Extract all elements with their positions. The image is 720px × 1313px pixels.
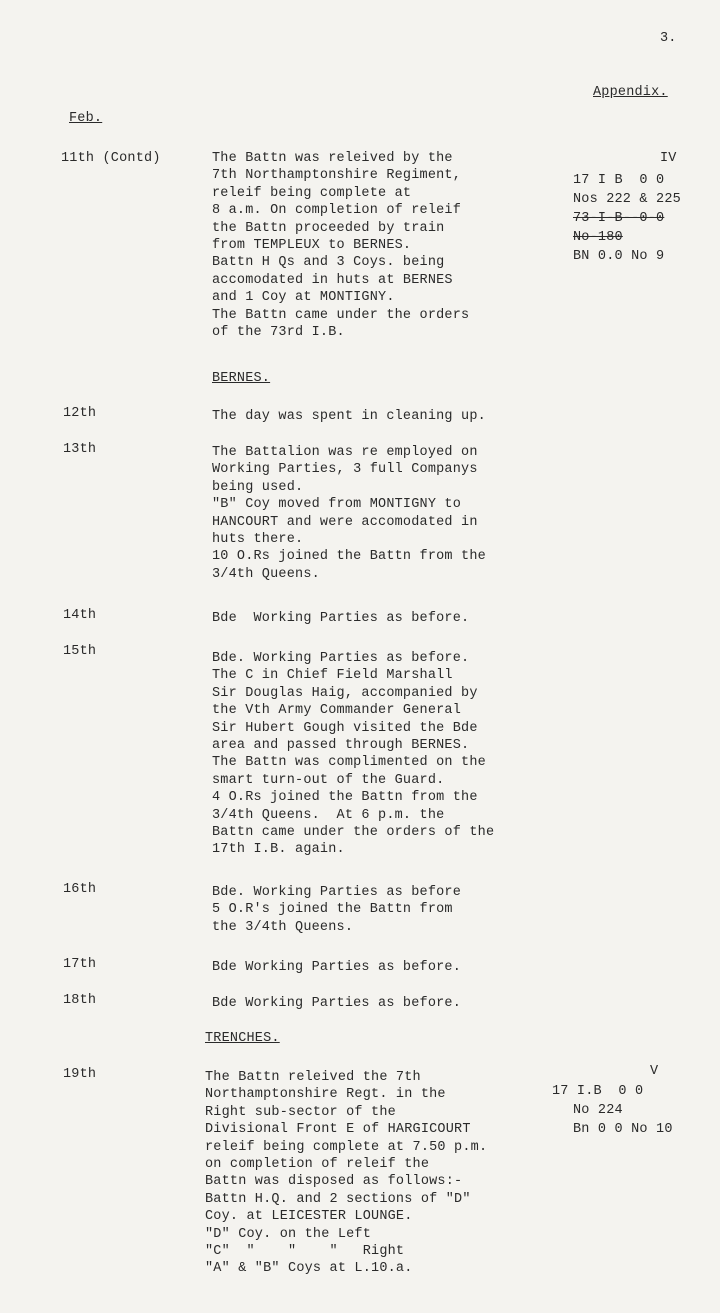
appendix-reference: No-180 [573,230,623,245]
entry-date: 16th [63,882,97,897]
entry-date: 15th [63,644,97,659]
appendix-reference: V [650,1064,659,1079]
entry-date: 17th [63,957,97,972]
entry-date: 19th [63,1067,97,1082]
entry-date: 18th [63,993,97,1008]
location-heading: TRENCHES. [205,1031,280,1046]
appendix-reference: No 224 [573,1103,623,1118]
page-number: 3. [660,31,677,46]
entry-text: Bde Working Parties as before. [212,611,470,626]
appendix-reference: BN 0.0 No 9 [573,249,665,264]
appendix-reference: 17 I B 0 0 [573,173,665,188]
entry-text: The Battn was releived by the 7th Northamptonshire Regiment, releif being complete at 8 a.m. On completion of releif the Battn proceeded by train from TEMPLEUX to BERNES. Battn H Qs and 3 Coys. being accomodated in huts at BERNES and 1 Coy at MONTIGNY. The Battn came under the orders of the 73rd I.B. [212,151,470,341]
appendix-reference: Nos 222 & 225 [573,192,681,207]
entry-date: 11th (Contd) [61,151,161,166]
appendix-reference: IV [660,151,677,166]
entry-text: Bde. Working Parties as before 5 O.R's joined the Battn from the 3/4th Queens. [212,885,462,935]
entry-text: The day was spent in cleaning up. [212,409,486,424]
month-heading: Feb. [69,111,103,126]
appendix-reference: 73-I-B--0-0 [573,211,665,226]
entry-date: 13th [63,442,97,457]
entry-date: 14th [63,608,97,623]
entry-date: 12th [63,406,97,421]
entry-text: Bde Working Parties as before. [212,960,462,975]
entry-text: The Battn releived the 7th Northamptonshire Regt. in the Right sub-sector of the Divisional Front E of HARGICOURT releif being complete at 7.50 p.m. on completion of releif the Battn was disposed as follows:- Battn H.Q. and 2 sections of "D" Coy. at LEICESTER LOUNGE. "D" Coy. on the Left "C" " " " Right "A" & "B" Coys at L.10.a. [205,1070,488,1277]
location-heading: BERNES. [212,371,271,386]
entry-text: Bde. Working Parties as before. The C in Chief Field Marshall Sir Douglas Haig, accompanied by the Vth Army Commander General Sir Hubert Gough visited the Bde area and passed through BERNES. The Battn was complimented on the smart turn-out of the Guard. 4 O.Rs joined the Battn from the 3/4th Queens. At 6 p.m. the Battn came under the orders of the 17th I.B. again. [212,651,495,858]
entry-text: The Battalion was re employed on Working Parties, 3 full Companys being used. "B" Coy moved from MONTIGNY to HANCOURT and were accomodated in huts there. 10 O.Rs joined the Battn from the 3/4th Queens. [212,445,486,582]
appendix-reference: 17 I.B 0 0 [552,1084,644,1099]
entry-text: Bde Working Parties as before. [212,996,462,1011]
appendix-reference: Bn 0 0 No 10 [573,1122,673,1137]
appendix-column-heading: Appendix. [593,85,668,100]
